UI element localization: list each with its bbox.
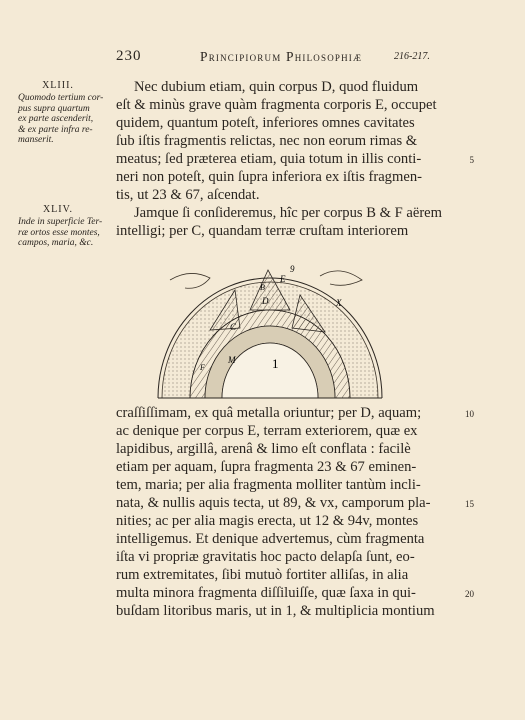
margin-note-line: ræ ortos esse montes, bbox=[18, 227, 100, 238]
body-line: Nec dubium etiam, quin corpus D, quod fluidum bbox=[134, 79, 419, 95]
body-line: multa minora fragmenta diſſiluiſſe, quæ ſaxa in qui- bbox=[116, 585, 416, 601]
earth-crust-figure bbox=[140, 250, 400, 410]
body-line: eſt & minùs grave quàm fragmenta corporis E, occupet bbox=[116, 97, 437, 113]
body-line: Jamque ſi conſideremus, hîc per corpus B & F aërem bbox=[134, 205, 443, 221]
figure-label: F bbox=[200, 363, 205, 372]
page-number: 230 bbox=[116, 48, 142, 64]
margin-note-xliv bbox=[8, 204, 108, 249]
line-number: 20 bbox=[465, 589, 474, 599]
figure-label: M bbox=[228, 355, 236, 365]
running-header bbox=[0, 46, 525, 66]
running-title: Principiorum Philosophiæ bbox=[200, 49, 363, 64]
body-line: ac denique per corpus E, terram exteriorem, quæ ex bbox=[116, 423, 418, 439]
body-line: nata, & nullis aquis tecta, ut 89, & vx, camporum pla- bbox=[116, 495, 431, 511]
figure-label: C bbox=[230, 322, 237, 332]
margin-note-line: & ex parte infra re- bbox=[18, 124, 93, 135]
margin-note-line: pus supra quartum bbox=[18, 103, 90, 114]
body-line: meatus; ſed præterea etiam, quia totum in illis conti- bbox=[116, 151, 422, 167]
margin-note-number: XLIII. bbox=[42, 80, 74, 91]
margin-note-line: manserit. bbox=[18, 135, 54, 145]
line-number: 5 bbox=[469, 155, 474, 165]
margin-note-text bbox=[8, 217, 108, 249]
margin-note-line: ex parte ascenderit, bbox=[18, 114, 94, 124]
line-number: 15 bbox=[465, 499, 474, 509]
body-line: intelligi; per C, quandam terræ cruſtam interiorem bbox=[116, 223, 409, 239]
margin-note-line: campos, maria, &c. bbox=[18, 238, 94, 248]
line-number: 10 bbox=[465, 409, 474, 419]
body-line: nities; ac per alia magis erecta, ut 12 & 94v, montes bbox=[116, 513, 419, 529]
body-line: tis, ut 23 & 67, aſcendat. bbox=[116, 187, 260, 203]
body-line: ſub iſtis fragmentis relictas, nec non eorum rimas & bbox=[116, 133, 418, 149]
body-line: neri non poteſt, quin ſupra inferiora ex iſtis fragmen- bbox=[116, 169, 422, 185]
figure-label: E bbox=[280, 274, 286, 284]
margin-note-text bbox=[8, 93, 108, 146]
body-line: iſta vi propriæ gravitatis hoc pacto delapſa ſunt, eo- bbox=[116, 549, 415, 565]
figure-label: 9 bbox=[290, 264, 295, 274]
margin-note-line: Quomodo tertium cor- bbox=[18, 93, 104, 103]
margin-note-line: Inde in superficie Ter- bbox=[18, 217, 103, 227]
figure-label: X bbox=[336, 298, 342, 308]
body-line: rum extremitates, ſibi mutuò fortiter alliſas, in alia bbox=[116, 567, 409, 583]
figure-label: 1 bbox=[272, 356, 279, 371]
body-line: intelligemus. Et denique advertemus, cùm fragmenta bbox=[116, 531, 425, 547]
body-line: buſdam litoribus maris, ut in 1, & multiplicia montium bbox=[116, 603, 435, 619]
figure-label: B bbox=[260, 283, 265, 292]
body-line: etiam per aquam, ſupra fragmenta 23 & 67 eminen- bbox=[116, 459, 417, 475]
figure-label: D bbox=[262, 296, 269, 306]
body-line: lapidibus, argillâ, arenâ & limo eſt conflata : facilè bbox=[116, 441, 411, 457]
body-line: tem, maria; per alia fragmenta molliter tantùm incli- bbox=[116, 477, 421, 493]
margin-note-number: XLIV. bbox=[42, 204, 74, 215]
margin-note-xliii bbox=[8, 80, 108, 146]
body-line: craſſiſſimam, ex quâ metalla oriuntur; per D, aquam; bbox=[116, 405, 422, 421]
section-reference: 216-217. bbox=[394, 51, 430, 62]
body-line: quidem, quantum poteſt, inferiores omnes cavitates bbox=[116, 115, 415, 131]
